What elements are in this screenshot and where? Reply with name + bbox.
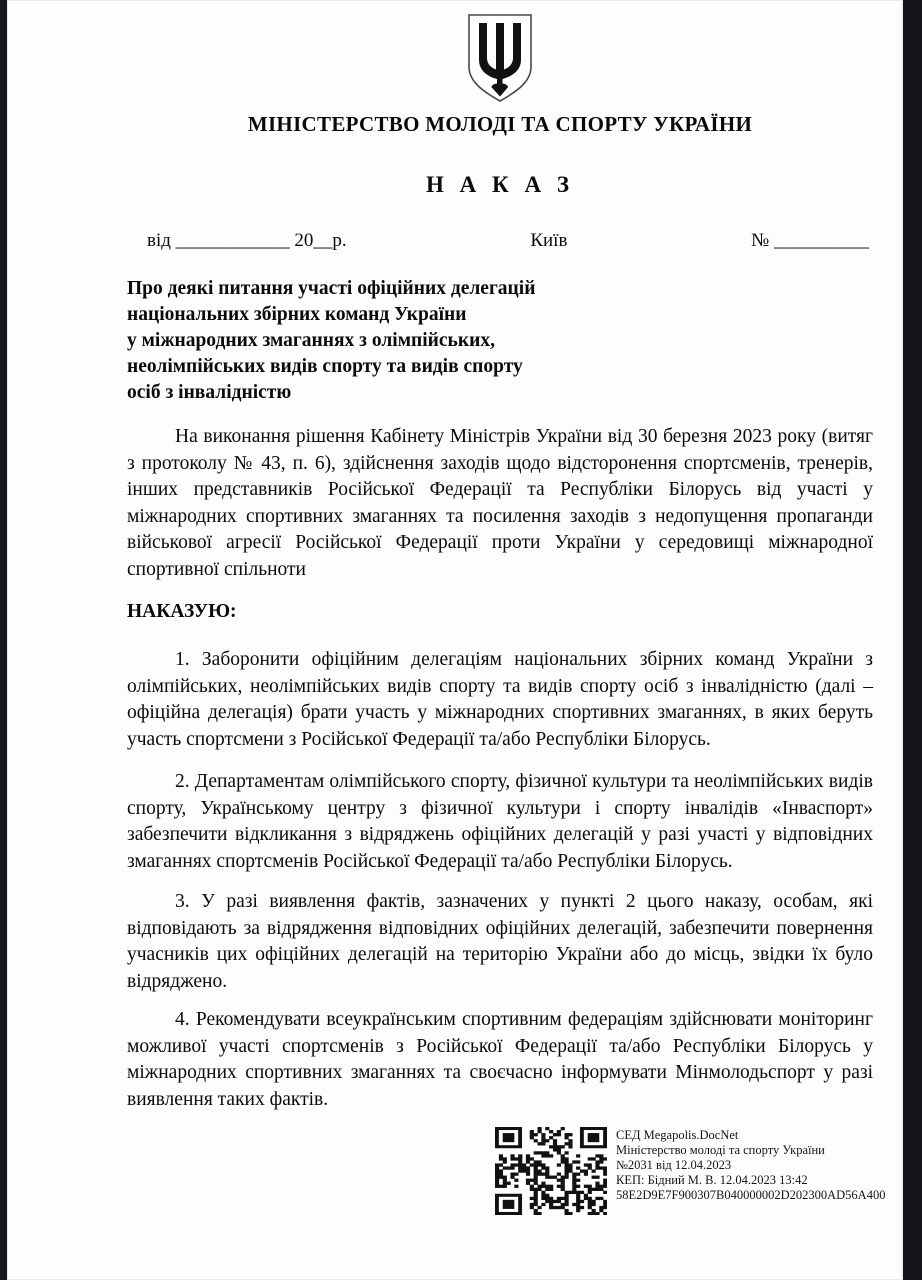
stamp-line-signer: КЕП: Бідний М. В. 12.04.2023 13:42 [616,1173,808,1187]
date-number-row [127,228,873,254]
stamp-line-ministry: Міністерство молоді та спорту України [616,1143,825,1157]
subject-line: Про деякі питання участі офіційних делегацій [127,278,536,299]
subject-line: осіб з інвалідністю [127,382,292,403]
order-subject [127,276,627,406]
date-blank: від ____________ 20__р. [147,230,347,251]
preamble-paragraph: На виконання рішення Кабінету Міністрів України від 30 березня 2023 року (витяг з протоколу № 43, п. 6), здійснення заходів щодо відсторонення спортсменів, тренерів, інших представників Російської Федерації та Республіки Білорусь від участі у міжнародних спортивних змаганнях та посилення заходів з недопущення пропаганди військової агресії Російської Федерації проти України у середовищі міжнародної спортивної спільноти [127,426,873,580]
order-item-4: 4. Рекомендувати всеукраїнським спортивним федераціям здійснювати моніторинг можливої участі спортсменів з Російської Федерації та/або Республіки Білорусь у міжнародних спортивних змаганнях та своєчасно інформувати Мінмолодьспорт у разі виявлення таких фактів. [127,1009,873,1110]
document-type-heading: Н А К А З [426,172,574,197]
stamp-line-signature-hash: 58E2D9E7F900307B040000002D202300AD56A400 [616,1188,886,1202]
digital-signature-stamp [495,1127,886,1215]
city-label: Київ [530,230,568,251]
stamp-text [616,1127,885,1203]
qr-pattern [495,1127,607,1215]
subject-line: у міжнародних змаганнях з олімпійських, [127,330,495,351]
order-word: НАКАЗУЮ: [127,601,237,622]
document-page [7,0,903,1280]
number-blank: № __________ [751,230,869,251]
ministry-title: МІНІСТЕРСТВО МОЛОДІ ТА СПОРТУ УКРАЇНИ [247,112,753,136]
stamp-line-number-date: №2031 від 12.04.2023 [616,1158,732,1172]
document-content [7,0,903,1215]
ukraine-trident-emblem-icon [460,12,540,104]
subject-line: національних збірних команд України [127,304,467,325]
subject-line: неолімпійських видів спорту та видів спорту [127,356,523,377]
order-item-1: 1. Заборонити офіційним делегаціям національних збірних команд України з олімпійських, неолімпійських видів спорту та видів спорту осіб з інвалідністю (далі – офіційна делегація) брати участь у міжнародних спортивних змаганнях, в яких беруть участь спортсмени з Російської Федерації та/або Республіки Білорусь. [127,649,873,750]
order-item-2: 2. Департаментам олімпійського спорту, фізичної культури та неолімпійських видів спорту, Українському центру з фізичної культури і спорту інвалідів «Інваспорт» забезпечити відкликання з відряджень офіційних делегацій у разі участі у відповідних змаганнях спортсменів Російської Федерації та/або Республіки Білорусь. [127,771,873,872]
order-item-3: 3. У разі виявлення фактів, зазначених у пункті 2 цього наказу, особам, які відповідають за відрядження відповідних офіційних делегацій, забезпечити повернення учасників цих офіційних делегацій на територію України або до місць, звідки їх було відряджено. [127,891,873,992]
qr-code-icon [495,1127,607,1215]
stamp-line-system: СЕД Megapolis.DocNet [616,1128,739,1142]
